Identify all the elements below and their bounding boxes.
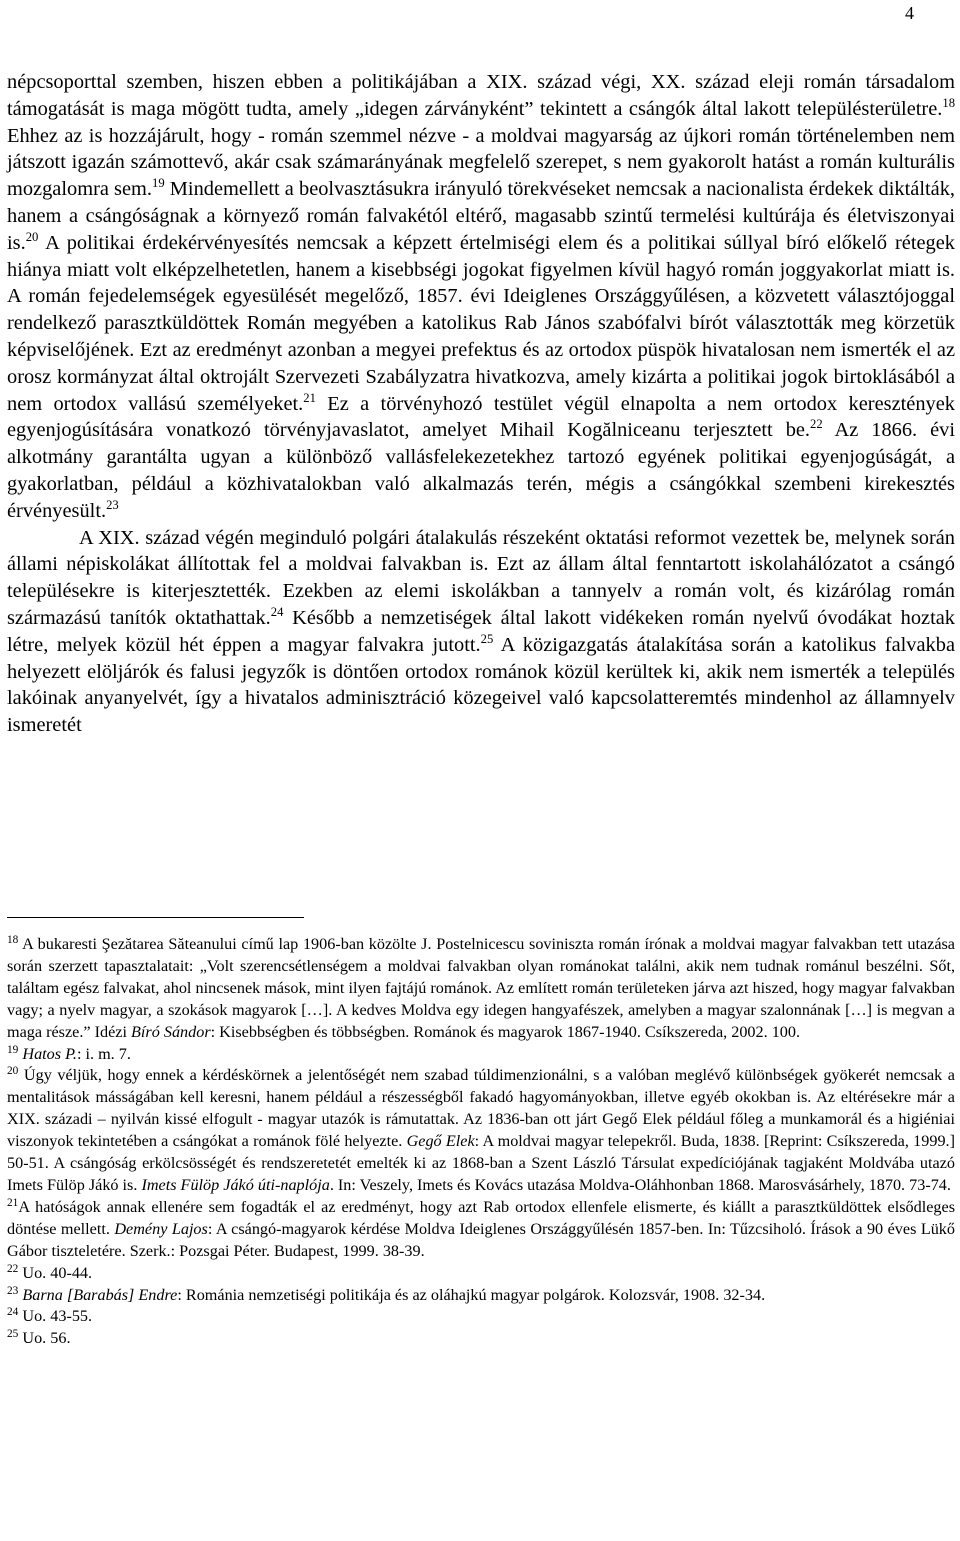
body-paragraph	[7, 69, 955, 525]
footnote	[7, 934, 955, 1044]
text-run: : Románia nemzetiségi politikája és az oláhajkú magyar polgárok. Kolozsvár, 1908. 32-34.	[177, 1285, 766, 1304]
footnote	[7, 1044, 955, 1066]
text-run: : i. m. 7.	[76, 1044, 131, 1063]
footnote-number: 19	[7, 1043, 19, 1056]
text-run: : A csángó-magyarok kérdése Moldva Ideiglenes Országgyűlésén 1857-ben. In: Tűzcsiholó. Írások a 90 éves Lükő Gábor tiszteletére. Szerk.: Pozsgai Péter. Budapest, 1999. 38-39.	[7, 1219, 955, 1260]
footnote	[7, 1065, 955, 1196]
footnote	[7, 1285, 955, 1307]
text-run: : Kisebbségben és többségben. Románok és magyarok 1867-1940. Csíkszereda, 2002. 100.	[210, 1022, 801, 1041]
italic-text: Demény Lajos	[114, 1219, 208, 1238]
text-run: A közigazgatás átalakítása során a katolikus falvakba helyezett elöljárók és falusi jegyzők is döntően ortodox románok közül kerültek ki, akik nem ismerték a település lakóinak anyanyelvét, így a hivatalos adminisztráció közegeivel való kapcsolatteremtés mindenhol az államnyelv ismeretét	[7, 633, 955, 737]
text-run: Később a nemzetiségek által lakott vidékeken román nyelvű óvodákat hoztak létre, melyek közül hét éppen a magyar falvakra jutott.	[7, 606, 955, 656]
body-text	[7, 69, 955, 739]
text-run: népcsoporttal szemben, hiszen ebben a politikájában a XIX. század végi, XX. század eleji román társadalom támogatását is maga mögött tudta, amely „idegen zárványként” tekintett a csángók által lakott településterületre.	[7, 71, 955, 120]
footnote-reference: 25	[480, 631, 494, 646]
footnotes	[7, 934, 955, 1350]
page-number: 4	[905, 3, 914, 23]
footnote	[7, 1306, 955, 1328]
footnote-reference: 19	[152, 176, 165, 191]
text-run: Úgy véljük, hogy ennek a kérdéskörnek a jelentőségét nem szabad túldimenzionálni, s a valóban meglévő különbségek gyökerét nemcsak a mentalitások másságában kell keresni, hanem például a részességből fakadó hagyományokban, illetve egyéb okokban is. Az eltérésekre már a XIX. századi – nyilván kissé elfogult - magyar utazók is rámutattak. Az 1836-ban ott járt Gegő Elek például főleg a munkamorál és a higiéniai viszonyok tekintetében a csángókat a románok fölé helyezte.	[7, 1066, 955, 1151]
body-paragraph	[7, 525, 955, 739]
footnote-number: 22	[7, 1262, 19, 1275]
text-run: A XIX. század végén meginduló polgári átalakulás részeként oktatási reformot vezettek be, melynek során állami népiskolákat állítottak fel a moldvai falvakban is. Ezt az állam által fenntartott iskolahálózatot a csángó településekre is kiterjesztették. Ezekben az elemi iskolákban a tannyelv a román volt, és kizárólag román származású tanítók oktathattak.	[7, 526, 955, 629]
footnote-number: 20	[7, 1065, 19, 1078]
footnote-number: 18	[7, 933, 19, 946]
text-run: Ehhez az is hozzájárult, hogy - román szemmel nézve - a moldvai magyarság az újkori román történelemben nem játszott igazán számottevő, akár csak számarányának megfelelő szerepet, s nem gyakorolt hatást a román kulturális mozgalomra sem.	[7, 124, 955, 201]
footnote-number: 24	[7, 1306, 19, 1319]
text-run: Uo. 43-55.	[18, 1307, 93, 1326]
footnote	[7, 1263, 955, 1285]
footnote-reference: 21	[303, 390, 316, 405]
italic-text: Bíró Sándor	[131, 1022, 211, 1041]
footnote	[7, 1197, 955, 1263]
footnote-reference: 18	[942, 95, 955, 110]
text-run: . In: Veszely, Imets és Kovács utazása Moldva-Oláhhonban 1868. Marosvásárhely, 1870. 73-74.	[329, 1175, 951, 1194]
text-run: : A moldvai magyar telepekről. Buda, 1838. [Reprint: Csíkszereda, 1999.] 50-51. A csángóság erkölcsösségét és rendszeretetét emelték ki az 1868-ban a Szent László Társulat expedíciójának tagjaként Moldvába utazó Imets Fülöp Jákó is.	[7, 1132, 955, 1194]
text-run: A hatóságok annak ellenére sem fogadták el az eredményt, hogy azt Rab ortodox ellenfele elismerte, és kiállt a parasztküldöttek elsődleges döntése mellett.	[7, 1197, 955, 1238]
text-run: A bukaresti Şezătarea Săteanului című lap 1906-ban közölte J. Postelnicescu soviniszta román írónak a moldvai magyar falvakban tett utazása során szerzett tapasztalatait: „Volt szerencsétlenségem a moldvai falvakban olyan románokat találni, akik nem tudnak románul beszélni. Sőt, találtam egész falvakat, ahol nincsenek mások, mint ilyen fajtájú románok. Az említett román területeken járva azt hiszed, hogy magyar falvakban vagy; a nyelv magyar, a szokások magyarok […]. A kedves Moldva egy idegen hangyafészek, amelyben a magyar szalonnának […] is megvan a maga része.” Idézi	[7, 935, 955, 1041]
footnote-separator	[7, 917, 304, 918]
italic-text: Hatos P.	[22, 1044, 77, 1063]
footnote	[7, 1328, 955, 1350]
italic-text: Gegő Elek	[406, 1132, 475, 1151]
footnote-number: 25	[7, 1328, 19, 1341]
text-run: A politikai érdekérvényesítés nemcsak a képzett értelmiségi elem és a politikai súllyal bíró előkelő rétegek hiánya miatt volt elképzelhetetlen, hanem a kisebbségi jogokat figyelmen kívül hagyó román joggyakorlat miatt is. A román fejedelemségek egyesülését megelőző, 1857. évi Ideiglenes Országgyűlésen, a közvetett választójoggal rendelkező parasztküldöttek Román megyében a katolikus Rab János szabófalvi bírót választották meg körzetük képviselőjének. Ezt az eredményt azonban a megyei prefektus és az ortodox püspök hivatalosan nem ismerték el az orosz kormányzat által oktrojált Szervezeti Szabályzatra hivatkozva, amely kizárta a politikai jogok birtoklásából a nem ortodox vallású személyeket.	[7, 231, 955, 415]
footnote-reference: 24	[270, 605, 284, 620]
italic-text: Imets Fülöp Jákó úti-naplója	[141, 1175, 330, 1194]
footnote-number: 21	[7, 1196, 19, 1209]
footnote-reference: 20	[25, 229, 39, 244]
footnote-reference: 23	[106, 497, 119, 512]
text-run: Ez a törvényhozó testület végül elnapolta a nem ortodox keresztények egyenjogúsítására vonatkozó törvényjavaslatot, amelyet Mihail Kogălniceanu terjesztett be.	[7, 392, 955, 442]
footnote-reference: 22	[810, 417, 823, 432]
text-run: Uo. 40-44.	[18, 1263, 93, 1282]
text-run: Mindemellett a beolvasztásukra irányuló törekvéseket nemcsak a nacionalista érdekek diktálták, hanem a csángóságnak a környező román falvakétól eltérő, magasabb szintű termelési kultúrája és életviszonyai is.	[7, 178, 955, 254]
text-run: Az 1866. évi alkotmány garantálta ugyan a különböző vallásfelekezetekhez tartozó egyének politikai egyenjogúságát, a gyakorlatban, például a közhivatalokban való alkalmazás terén, mégis a csángókkal szembeni kirekesztés érvényesült.	[7, 419, 956, 522]
text-run: Uo. 56.	[18, 1329, 71, 1348]
footnote-number: 23	[7, 1284, 19, 1297]
italic-text: Barna [Barabás] Endre	[22, 1285, 178, 1304]
